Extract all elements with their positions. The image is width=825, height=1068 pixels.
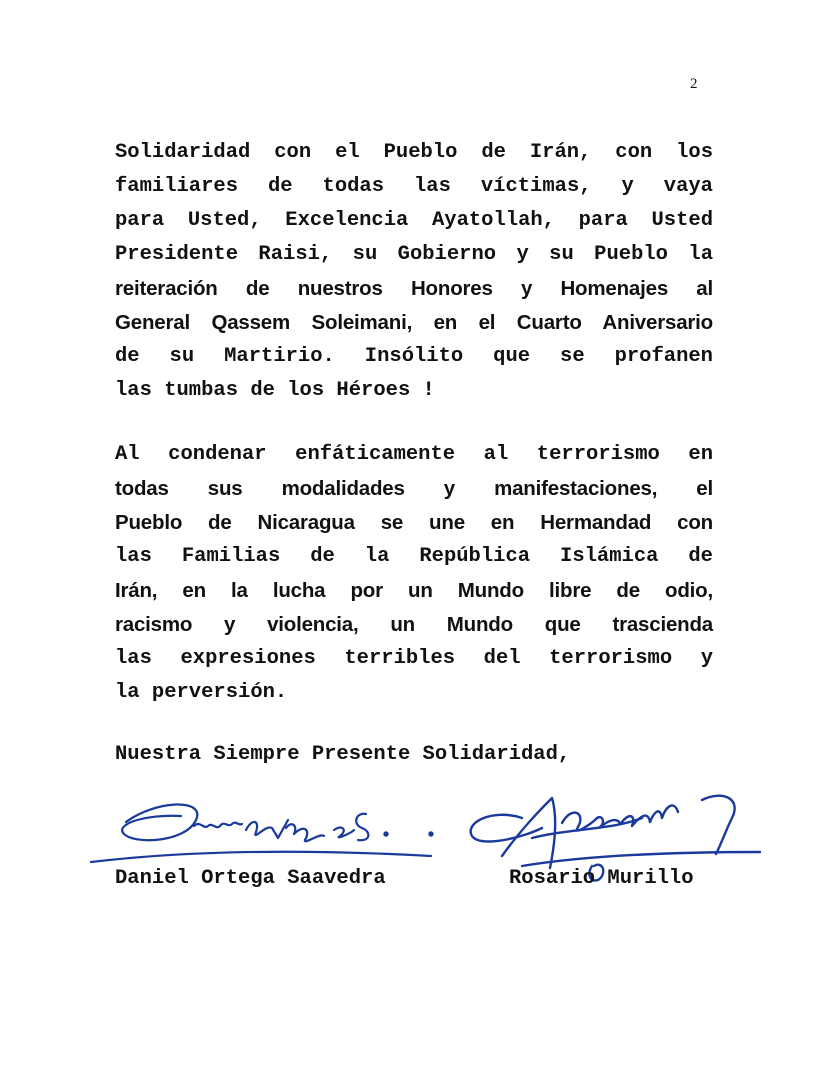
text-line: las tumbas de los Héroes ! xyxy=(115,379,435,402)
text-line: familiares de todas las víctimas, y vaya xyxy=(115,175,713,198)
text-line: Irán, en la lucha por un Mundo libre de odio, xyxy=(115,579,713,602)
text-line: las expresiones terribles del terrorismo y xyxy=(115,647,713,670)
text-line: Presidente Raisi, su Gobierno y su Pueblo la xyxy=(115,243,713,266)
text-line: General Qassem Soleimani, en el Cuarto Aniversario xyxy=(115,311,713,334)
text-line: las Familias de la República Islámica de xyxy=(115,545,713,568)
text-line: para Usted, Excelencia Ayatollah, para Usted xyxy=(115,209,713,232)
signer-name-daniel-ortega: Daniel Ortega Saavedra xyxy=(115,867,386,890)
text-line: racismo y violencia, un Mundo que trascienda xyxy=(115,613,713,636)
text-line: todas sus modalidades y manifestaciones, el xyxy=(115,477,713,500)
text-line: Solidaridad con el Pueblo de Irán, con los xyxy=(115,141,713,164)
paragraph-solidarity xyxy=(115,136,713,408)
text-line: Pueblo de Nicaragua se une en Hermandad con xyxy=(115,511,713,534)
signer-name-rosario-murillo: Rosario Murillo xyxy=(509,867,694,890)
paragraph-condemnation xyxy=(115,438,713,710)
page-number: 2 xyxy=(690,76,698,92)
text-line: la perversión. xyxy=(115,681,288,704)
text-line: reiteración de nuestros Honores y Homenajes al xyxy=(115,277,713,300)
signature-daniel-ortega xyxy=(86,790,446,870)
closing-salutation: Nuestra Siempre Presente Solidaridad, xyxy=(115,743,571,766)
text-line: Al condenar enfáticamente al terrorismo en xyxy=(115,443,713,466)
text-line: de su Martirio. Insólito que se profanen xyxy=(115,345,713,368)
